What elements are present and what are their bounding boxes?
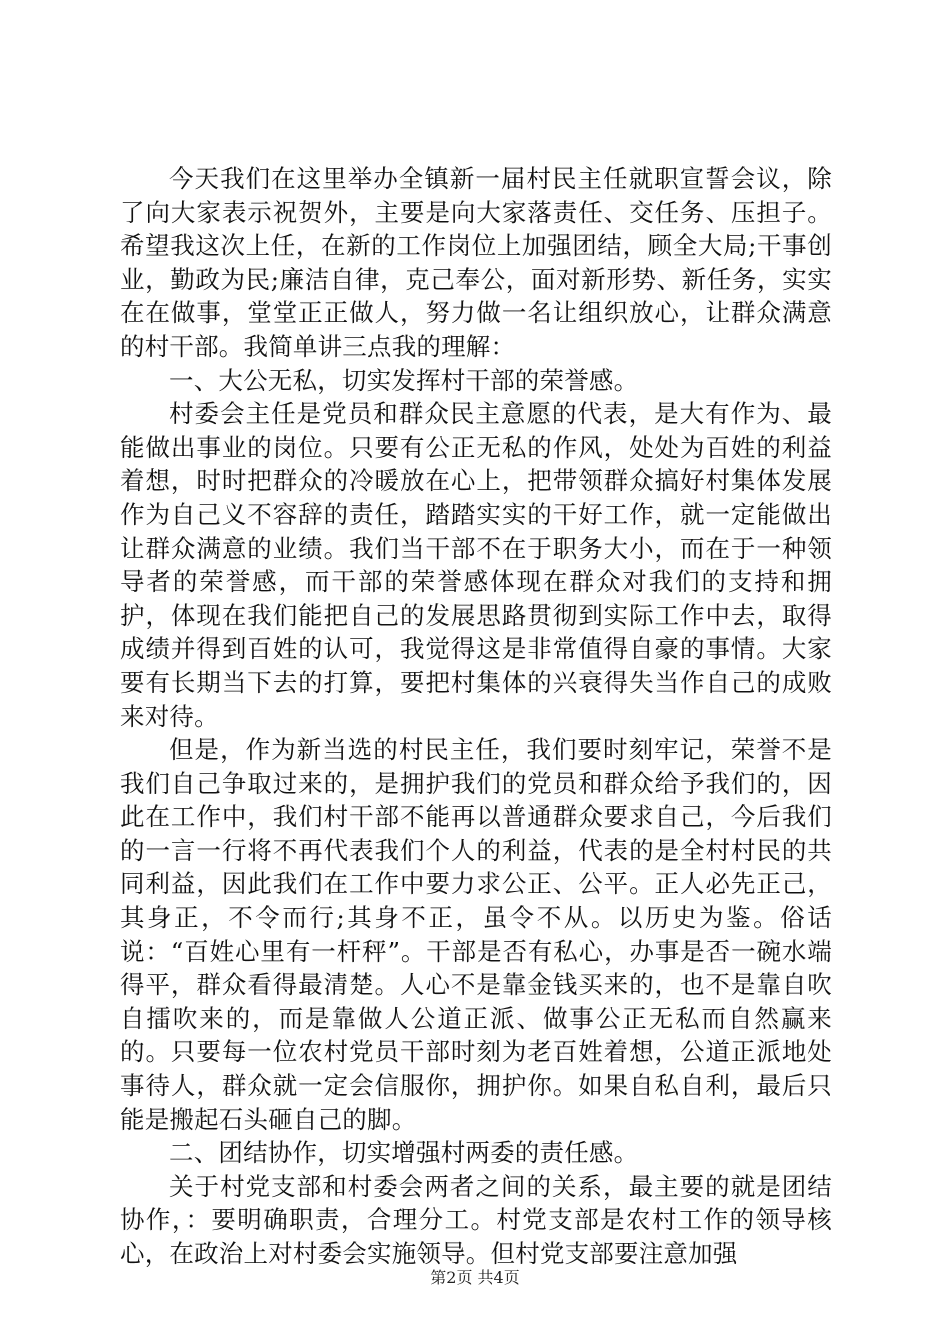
section-heading-1: 一、大公无私，切实发挥村干部的荣誉感。	[169, 365, 639, 395]
intro-paragraph: 今天我们在这里举办全镇新一届村民主任就职宣誓会议，除了向大家表示祝贺外，主要是向大家落责任、交任务、压担子。希望我这次上任，在新的工作岗位上加强团结，顾全大局;干事创业，勤政为民;廉洁自律，克己奉公，面对新形势、新任务，实实在在做事，堂堂正正做人，努力做一名让组织放心，让群众满意的村干部。我简单讲三点我的理解：	[120, 164, 832, 361]
page-footer: 第2页 共4页	[430, 1268, 520, 1287]
section-heading-2: 二、团结协作，切实增强村两委的责任感。	[169, 1138, 639, 1168]
document-body	[120, 162, 832, 1271]
section-1-paragraph-2: 但是，作为新当选的村民主任，我们要时刻牢记，荣誉不是我们自己争取过来的，是拥护我们的党员和群众给予我们的，因此在工作中，我们村干部不能再以普通群众要求自己，今后我们的一言一行将不再代表我们个人的利益，代表的是全村村民的共同利益，因此我们在工作中要力求公正、公平。正人必先正己，其身正，不令而行;其身不正，虽令不从。以历史为鉴。俗话说：“百姓心里有一杆秤”。干部是否有私心，办事是否一碗水端得平，群众看得最清楚。人心不是靠金钱买来的，也不是靠自吹自擂吹来的，而是靠做人公道正派、做事公正无私而自然赢来的。只要每一位农村党员干部时刻为老百姓着想，公道正派地处事待人，群众就一定会信服你，拥护你。如果自私自利，最后只能是搬起石头砸自己的脚。	[120, 735, 832, 1134]
section-2-paragraph-1: 关于村党支部和村委会两者之间的关系，最主要的就是团结协作，：要明确职责，合理分工。村党支部是农村工作的领导核心，在政治上对村委会实施领导。但村党支部要注意加强	[120, 1171, 832, 1268]
section-1-paragraph-1: 村委会主任是党员和群众民主意愿的代表，是大有作为、最能做出事业的岗位。只要有公正无私的作风，处处为百姓的利益着想，时时把群众的冷暖放在心上，把带领群众搞好村集体发展作为自己义不容辞的责任，踏踏实实的干好工作，就一定能做出让群众满意的业绩。我们当干部不在于职务大小，而在于一种领导者的荣誉感，而干部的荣誉感体现在群众对我们的支持和拥护，体现在我们能把自己的发展思路贯彻到实际工作中去，取得成绩并得到百姓的认可，我觉得这是非常值得自豪的事情。大家要有长期当下去的打算，要把村集体的兴衰得失当作自己的成败来对待。	[120, 399, 832, 731]
